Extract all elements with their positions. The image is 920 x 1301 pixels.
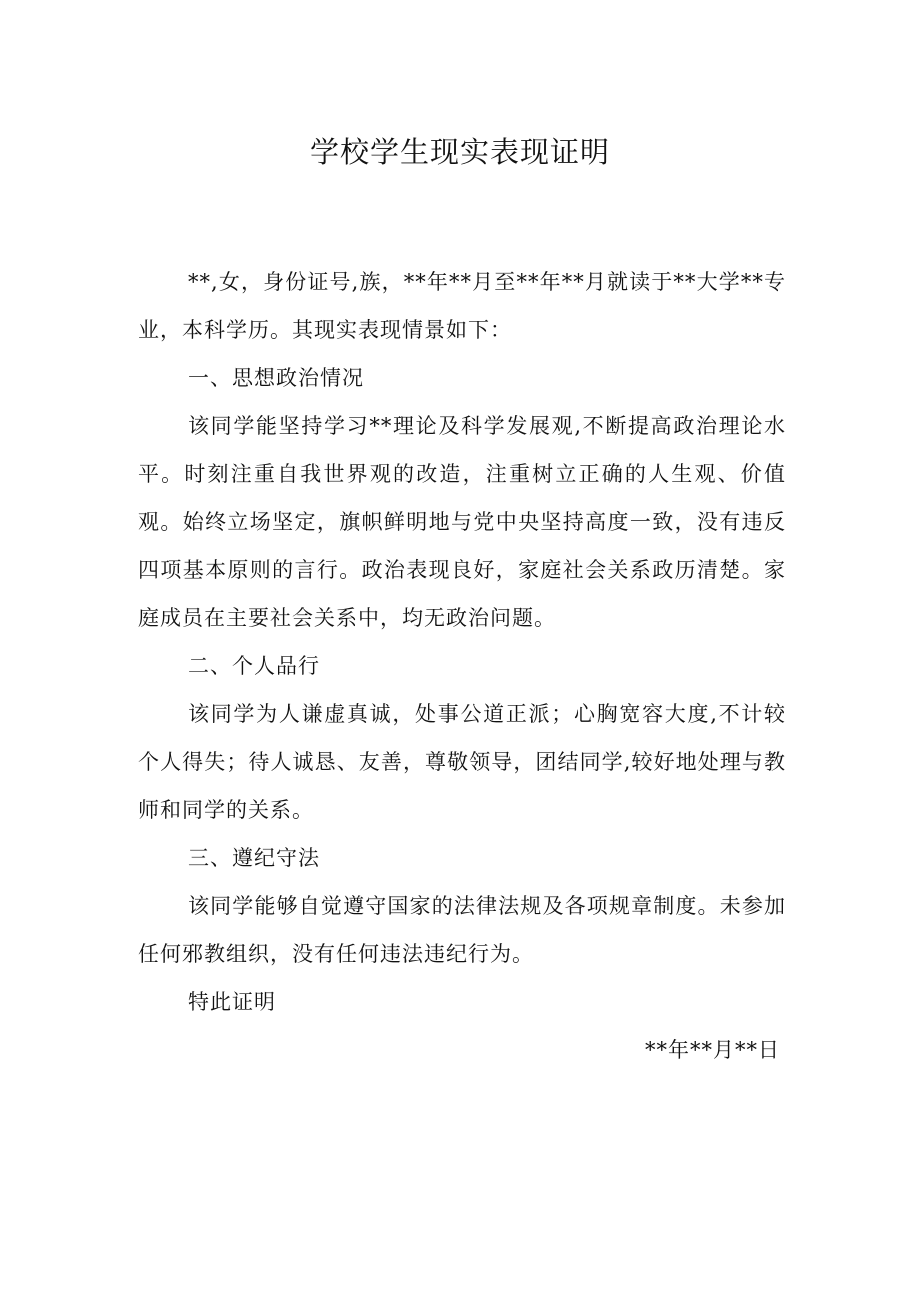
section-text-law: 该同学能够自觉遵守国家的法律法规及各项规章制度。未参加任何邪教组织，没有任何违法违纪行为。 bbox=[138, 894, 786, 966]
signature-date: **年**月**日 bbox=[645, 1038, 780, 1062]
section-heading-conduct: 二、个人品行 bbox=[188, 654, 320, 678]
section-text-conduct: 该同学为人谦虚真诚，处事公道正派；心胸宽容大度,不计较个人得失；待人诚恳、友善，尊敬领导，团结同学,较好地处理与教师和同学的关系。 bbox=[138, 702, 786, 822]
section-heading-law: 三、遵纪守法 bbox=[188, 846, 320, 870]
section-text-politics: 该同学能坚持学习**理论及科学发展观,不断提高政治理论水平。时刻注重自我世界观的改造，注重树立正确的人生观、价值观。始终立场坚定，旗帜鲜明地与党中央坚持高度一致，没有违反四项基本原则的言行。政治表现良好，家庭社会关系政历清楚。家庭成员在主要社会关系中，均无政治问题。 bbox=[138, 414, 786, 630]
intro-paragraph: **,女，身份证号,族，**年**月至**年**月就读于**大学**专业，本科学历。其现实表现情景如下： bbox=[138, 270, 786, 342]
closing-line: 特此证明 bbox=[188, 990, 276, 1014]
document-body bbox=[138, 258, 786, 1026]
document-title: 学校学生现实表现证明 bbox=[309, 135, 610, 169]
section-heading-politics: 一、思想政治情况 bbox=[188, 366, 364, 390]
